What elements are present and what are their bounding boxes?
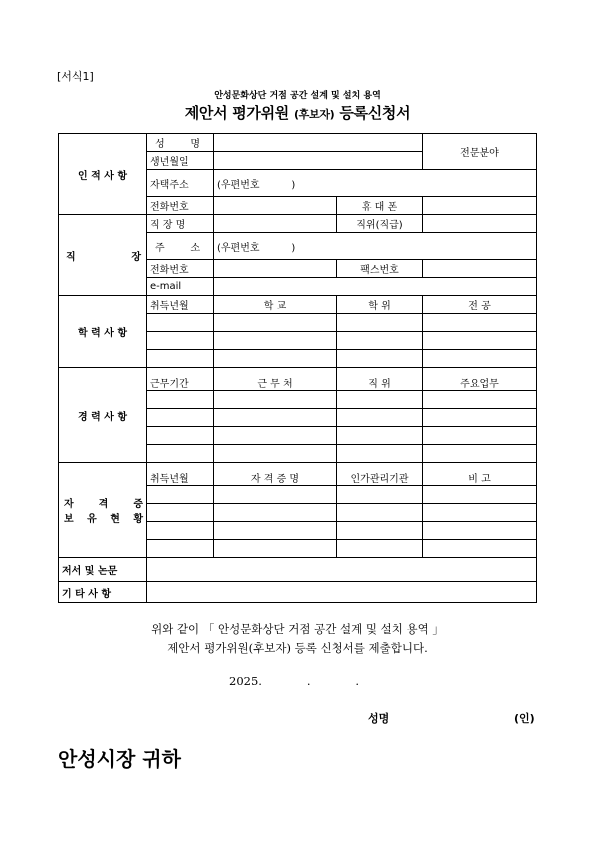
career-header-workplace: 근 무 처 [214,368,337,391]
home-address-field[interactable] [214,170,537,197]
mobile-label: 휴 대 폰 [337,197,423,215]
license-section-line2: 보 유 현 황 [64,514,143,525]
identity-section-label: 인 적 사 항 [59,134,147,215]
edu-header-degree: 학 위 [337,296,423,314]
date-day: . [355,674,359,688]
career-header-period: 근무기간 [147,368,214,391]
work-phone-field[interactable] [214,260,337,278]
birth-field[interactable] [214,152,423,170]
email-label: e-mail [147,278,214,296]
addressee: 안성시장 귀하 [58,747,181,771]
edu-header-major: 전 공 [423,296,537,314]
career-section-label: 경 력 사 항 [59,368,147,463]
edu-header-school: 학 교 [214,296,337,314]
specialty-field[interactable] [423,134,537,170]
home-postal-code: (우편번호 ) [217,179,296,191]
fax-field[interactable] [423,260,537,278]
company-field[interactable] [214,215,337,233]
papers-label: 저서 및 논문 [59,558,147,582]
doc-title-main: 제안서 평가위원 [184,104,289,122]
education-section-label: 학 력 사 항 [59,296,147,368]
specialty-label: 전문분야 [460,148,499,159]
work-postal-code: (우편번호 ) [217,242,296,254]
date-year: 2025. [229,674,262,688]
declaration-line2: 제안서 평가위원(후보자) 등록 신청서를 제출합니다. [167,641,428,655]
mobile-field[interactable] [423,197,537,215]
license-header-note: 비 고 [423,463,537,486]
application-form-table [58,133,537,603]
career-header-position: 직 위 [337,368,423,391]
workplace-section-label: 직 장 [59,215,147,296]
project-title: 안성문화상단 거점 공간 설계 및 설치 용역 [214,91,381,101]
form-label: [서식1] [57,70,94,83]
license-header-name: 자 격 증 명 [214,463,337,486]
other-field[interactable] [147,582,537,603]
company-label: 직 장 명 [147,215,214,233]
home-address-label: 자택주소 [147,170,214,197]
document-title [0,102,595,123]
papers-field[interactable] [147,558,537,582]
declaration-line1: 위와 같이 「 안성문화상단 거점 공간 설계 및 설치 용역 」 [151,622,444,636]
work-address-field[interactable] [214,233,537,260]
identity-row-name [59,134,537,152]
edu-header-date: 취득년월 [147,296,214,314]
fax-label: 팩스번호 [337,260,423,278]
license-section-line1: 자 격 증 [64,499,143,510]
name-label: 성 명 [147,134,214,152]
license-header-date: 취득년월 [147,463,214,486]
position-label: 직위(직급) [337,215,423,233]
other-label: 기 타 사 항 [59,582,147,603]
career-header-duty: 주요업무 [423,368,537,391]
date-month: . [306,674,311,688]
date-line [229,674,389,688]
doc-title-sub: (후보자) [293,108,335,121]
license-header-issuer: 인가관리기관 [337,463,423,486]
position-field[interactable] [423,215,537,233]
work-phone-label: 전화번호 [147,260,214,278]
birth-label: 생년월일 [147,152,214,170]
phone-field[interactable] [214,197,337,215]
name-field[interactable] [214,134,423,152]
doc-title-tail: 등록신청서 [339,104,411,122]
phone-label: 전화번호 [147,197,214,215]
email-field[interactable] [214,278,537,296]
seal-label: (인) [514,712,535,725]
work-address-label: 주 소 [147,233,214,260]
license-section-label [59,463,147,558]
signature-label: 성명 [368,712,390,725]
